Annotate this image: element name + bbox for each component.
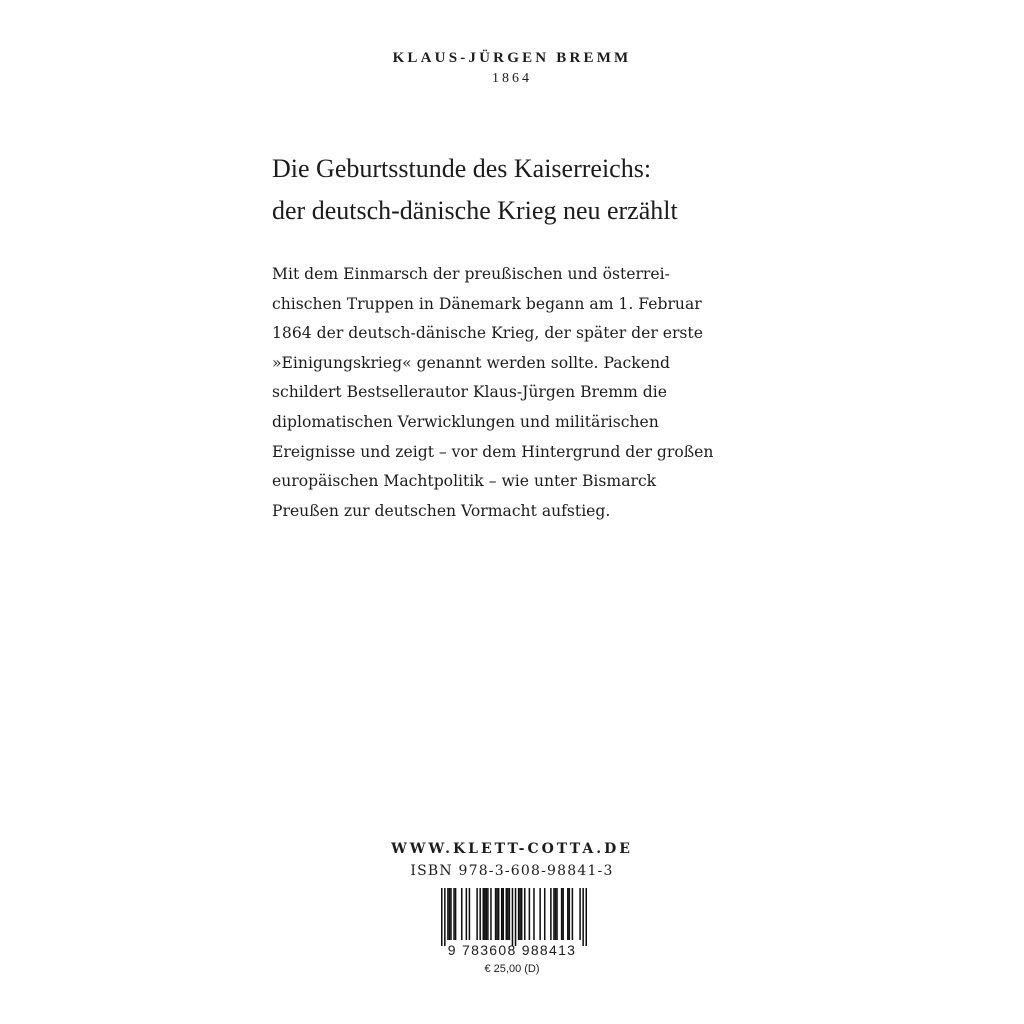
blurb-line: 1864 der deutsch-dänische Krieg, der später der erste [272, 324, 703, 343]
barcode-bar [501, 888, 503, 940]
barcode-digits: 9 783608 988413 [447, 942, 577, 958]
blurb-line: Ereignisse und zeigt – vor dem Hintergrund der großen [272, 442, 714, 461]
barcode-image [441, 888, 587, 946]
barcode-bar [502, 888, 504, 940]
barcode-bar [487, 888, 489, 940]
barcode-bar [469, 888, 471, 940]
barcode-bar [453, 888, 455, 940]
blurb-line: »Einigungskrieg« genannt werden sollte. Packend [272, 353, 670, 372]
barcode-bar [447, 888, 449, 940]
barcode-bar [509, 888, 511, 940]
blurb-text [272, 260, 792, 526]
blurb-line: Preußen zur deutschen Vormacht aufstieg. [272, 501, 611, 520]
isbn-number: ISBN 978-3-608-98841-3 [410, 863, 614, 879]
publisher-website: WWW.KLETT-COTTA.DE [391, 841, 633, 857]
barcode-bar [529, 888, 531, 940]
barcode-bar [455, 888, 457, 940]
barcode-bar [569, 888, 571, 940]
barcode-bar [544, 888, 546, 940]
barcode-bar [521, 888, 523, 940]
barcode-bar [572, 888, 574, 940]
barcode-bar [449, 888, 451, 940]
price: € 25,00 (D) [484, 963, 540, 975]
headline-line: der deutsch-dänische Krieg neu erzählt [272, 196, 678, 225]
barcode-bar [450, 888, 452, 940]
blurb-line: Mit dem Einmarsch der preußischen und österrei- [272, 265, 670, 283]
barcode-bar [561, 888, 563, 940]
blurb-line: europäischen Machtpolitik – wie unter Bismarck [272, 472, 657, 491]
publication-year: 1864 [492, 71, 532, 86]
headline [272, 148, 792, 232]
barcode-bar [518, 888, 520, 940]
barcode-bar [579, 888, 581, 940]
barcode-bar [553, 888, 555, 940]
barcode-bar [555, 888, 557, 940]
barcode-bar [582, 888, 584, 946]
barcode-bar [498, 888, 500, 940]
blurb-line: schildert Bestsellerautor Klaus-Jürgen Bremm die [272, 383, 667, 402]
barcode-bar [556, 888, 558, 940]
barcode-bar [476, 888, 478, 940]
barcode-bar [507, 888, 509, 940]
barcode-bar [562, 888, 564, 940]
barcode-bar [490, 888, 492, 940]
headline-line: Die Geburtsstunde des Kaiserreichs: [272, 154, 652, 183]
barcode-bar [506, 888, 508, 940]
barcode-bar [484, 888, 486, 940]
barcode-bar [466, 888, 468, 940]
barcode-bar [567, 888, 569, 940]
barcode-bar [585, 888, 587, 946]
blurb-line: diplomatischen Verwicklungen und militärischen [272, 412, 659, 431]
barcode-bar [461, 888, 463, 940]
barcode-bar [486, 888, 488, 940]
barcode-bar [441, 888, 443, 946]
barcode-bar [515, 888, 517, 946]
blurb-line: chischen Truppen in Dänemark begann am 1. Februar [272, 294, 702, 313]
barcode-bar [482, 888, 484, 940]
barcode-bar [539, 888, 541, 940]
barcode-bar [519, 888, 521, 940]
barcode-bar [512, 888, 514, 946]
barcode-bar [479, 888, 481, 940]
author-name: KLAUS-JÜRGEN BREMM [392, 50, 632, 66]
barcode-bar [533, 888, 535, 940]
barcode-bar [550, 888, 552, 940]
barcode-bar [496, 888, 498, 940]
barcode-bar [444, 888, 446, 946]
barcode-bar [524, 888, 526, 940]
barcode-bar [495, 888, 497, 940]
